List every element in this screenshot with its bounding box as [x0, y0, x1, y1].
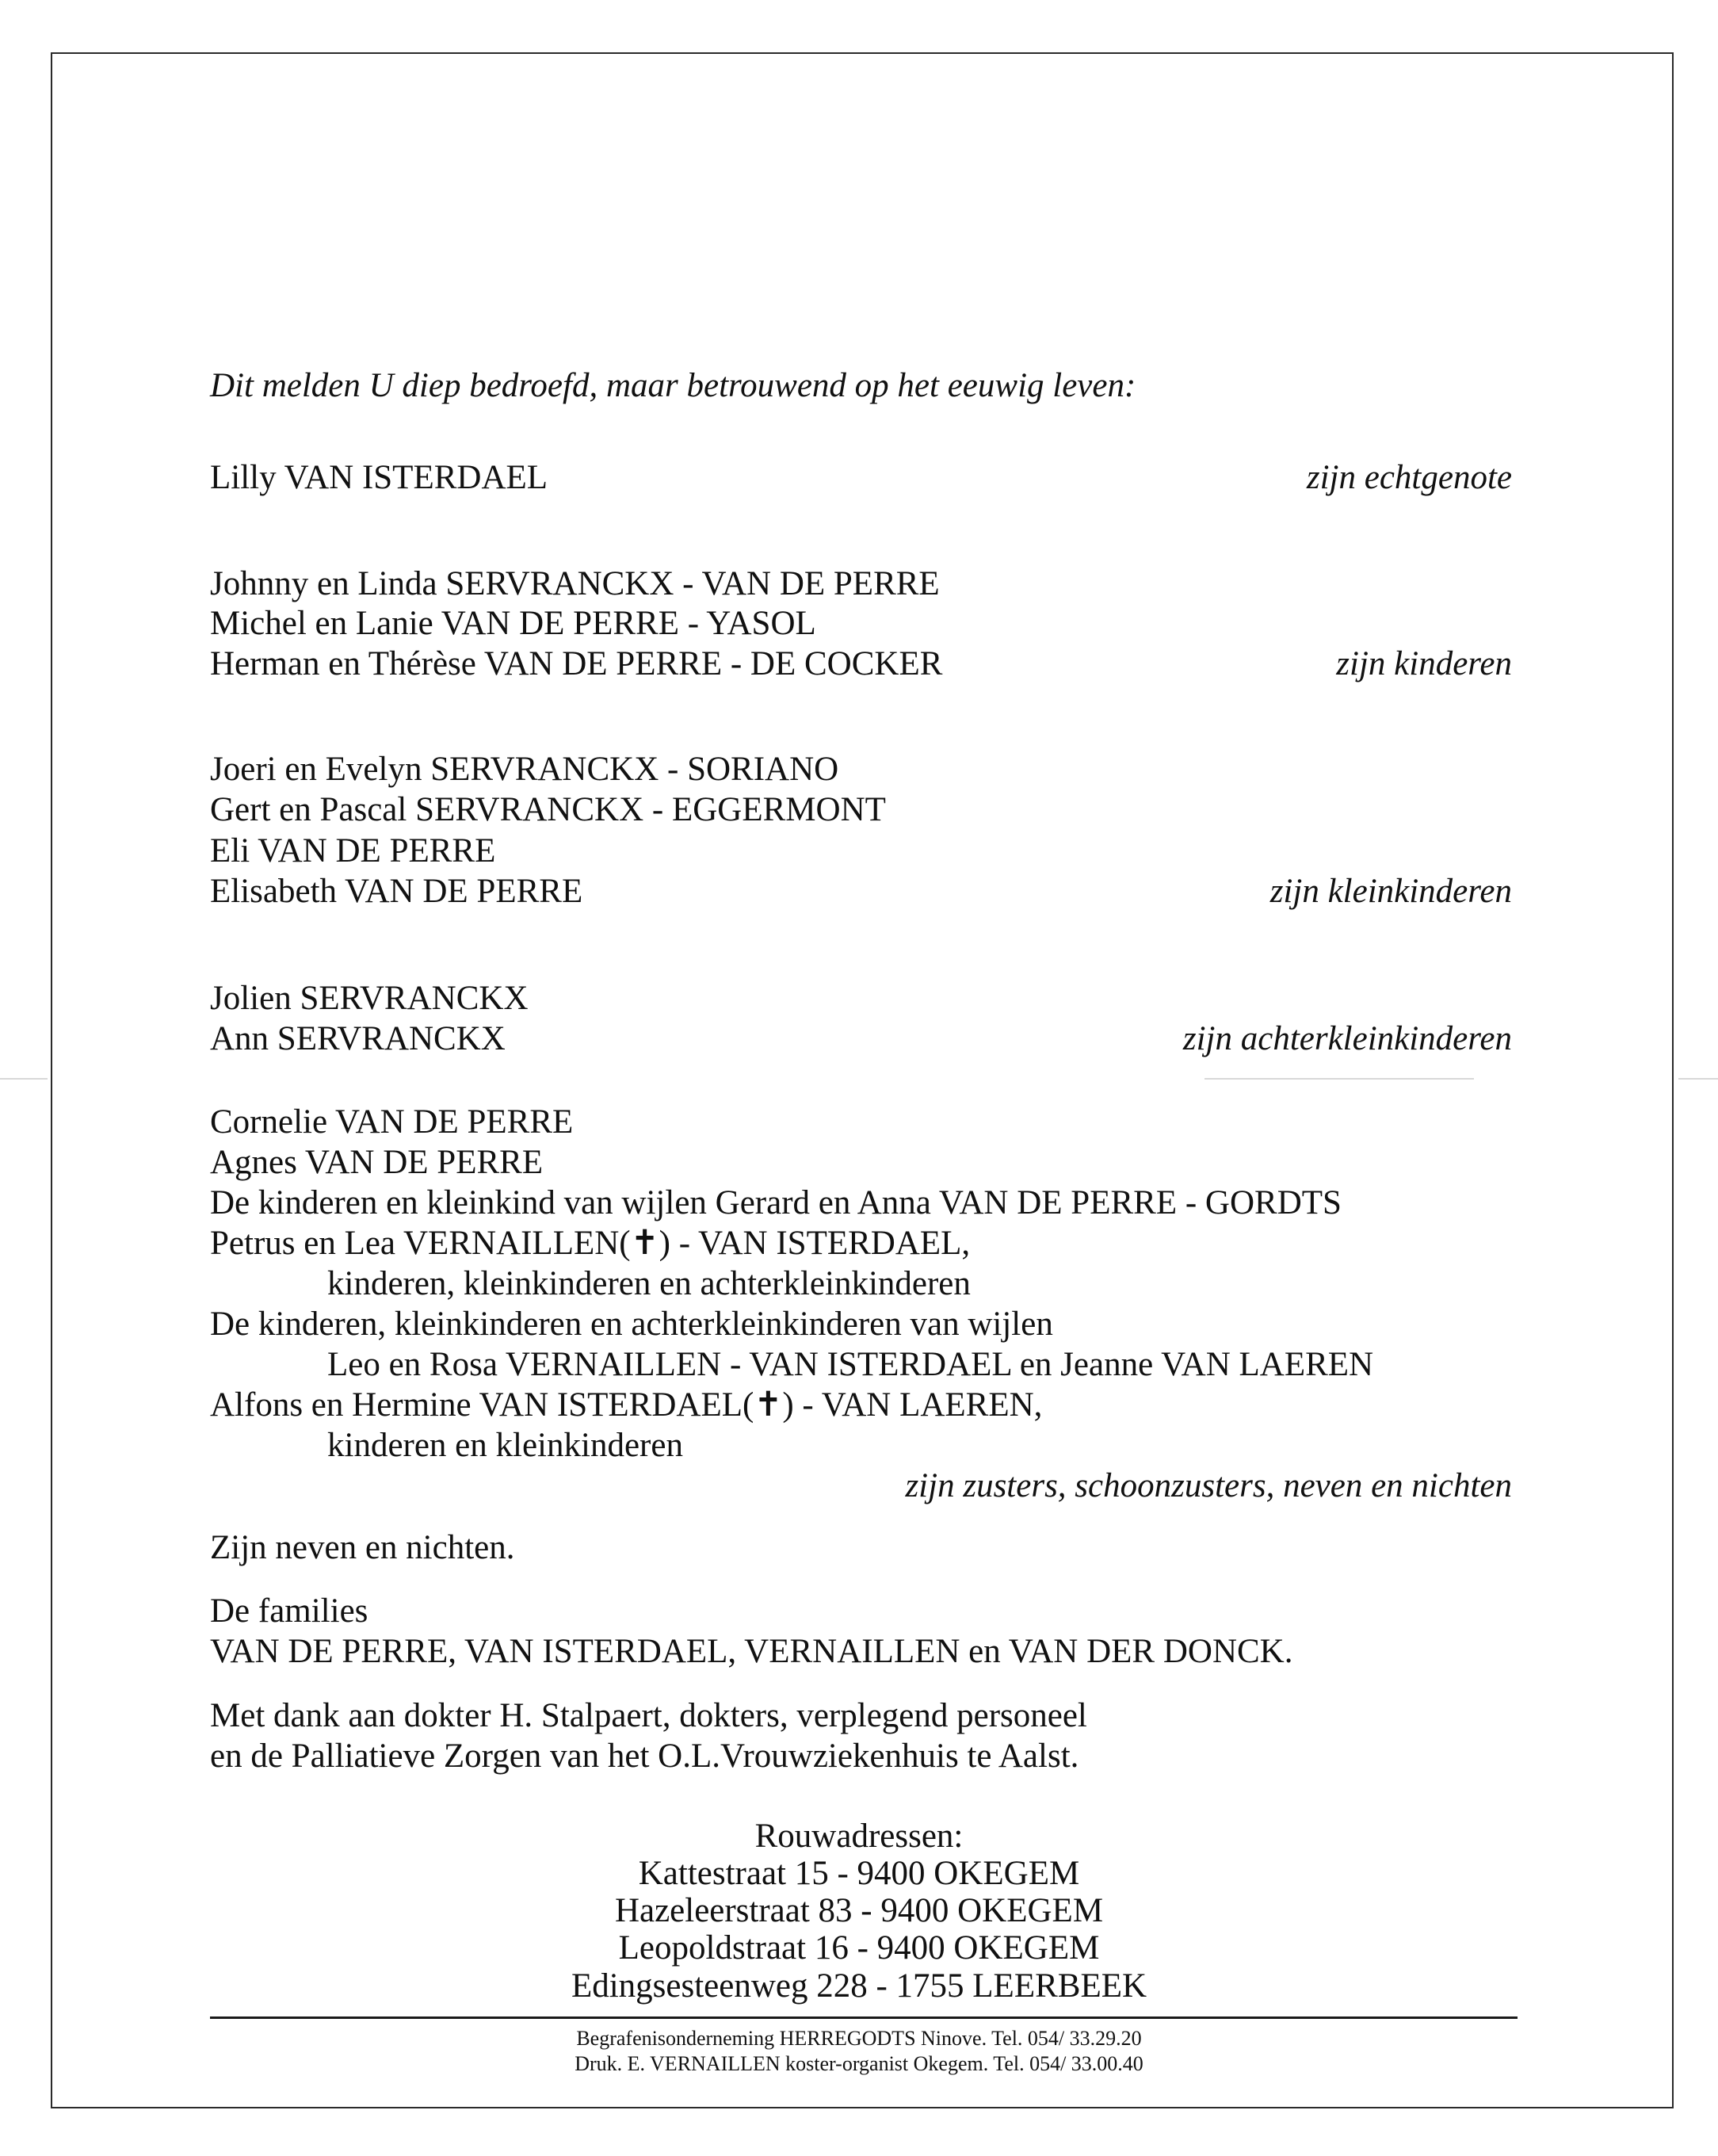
address-line: Edingsesteenweg 228 - 1755 LEERBEEK — [571, 1967, 1147, 2005]
great-grandchild-name: Ann SERVRANCKX — [210, 1020, 506, 1057]
intro-line: Dit melden U diep bedroefd, maar betrouwend op het eeuwig leven: — [210, 367, 1136, 404]
sibling-line-indented: Leo en Rosa VERNAILLEN - VAN ISTERDAEL en Jeanne VAN LAEREN — [327, 1346, 1374, 1383]
grandchild-name: Eli VAN DE PERRE — [210, 832, 496, 870]
fold-mark-center — [1205, 1078, 1474, 1080]
sibling-line-indented: kinderen en kleinkinderen — [327, 1427, 683, 1464]
sibling-line: Alfons en Hermine VAN ISTERDAEL(✝) - VAN LAEREN, — [210, 1386, 1043, 1424]
sibling-line: Agnes VAN DE PERRE — [210, 1144, 544, 1181]
spouse-role: zijn echtgenote — [1306, 459, 1512, 496]
child-name: Herman en Thérèse VAN DE PERRE - DE COCKER — [210, 645, 943, 682]
thanks-line: en de Palliatieve Zorgen van het O.L.Vrouwziekenhuis te Aalst. — [210, 1737, 1079, 1775]
address-line: Leopoldstraat 16 - 9400 OKEGEM — [618, 1929, 1100, 1967]
children-role: zijn kinderen — [1336, 645, 1512, 682]
cousins-line: Zijn neven en nichten. — [210, 1529, 515, 1566]
grandchild-name: Joeri en Evelyn SERVRANCKX - SORIANO — [210, 751, 839, 788]
thanks-line: Met dank aan dokter H. Stalpaert, dokters, verplegend personeel — [210, 1697, 1087, 1734]
families-names: VAN DE PERRE, VAN ISTERDAEL, VERNAILLEN en VAN DER DONCK. — [210, 1633, 1293, 1670]
grandchild-name: Gert en Pascal SERVRANCKX - EGGERMONT — [210, 791, 886, 828]
siblings-role: zijn zusters, schoonzusters, neven en nichten — [905, 1467, 1512, 1504]
great-grandchild-name: Jolien SERVRANCKX — [210, 980, 529, 1017]
sibling-line: De kinderen en kleinkind van wijlen Gerard en Anna VAN DE PERRE - GORDTS — [210, 1184, 1342, 1221]
card-border — [51, 52, 1674, 2108]
child-name: Michel en Lanie VAN DE PERRE - YASOL — [210, 605, 816, 642]
families-label: De families — [210, 1592, 368, 1630]
grandchildren-role: zijn kleinkinderen — [1269, 873, 1512, 910]
address-line: Kattestraat 15 - 9400 OKEGEM — [638, 1855, 1080, 1892]
spouse-name: Lilly VAN ISTERDAEL — [210, 459, 548, 496]
footer-divider — [210, 2016, 1518, 2019]
grandchild-name: Elisabeth VAN DE PERRE — [210, 873, 583, 910]
addresses-title: Rouwadressen: — [754, 1818, 964, 1855]
fold-mark-left — [0, 1078, 48, 1080]
great-grandchildren-role: zijn achterkleinkinderen — [1182, 1020, 1512, 1057]
sibling-line-indented: kinderen, kleinkinderen en achterkleinkinderen — [327, 1265, 971, 1302]
child-name: Johnny en Linda SERVRANCKX - VAN DE PERRE — [210, 565, 940, 602]
sibling-line: Cornelie VAN DE PERRE — [210, 1103, 574, 1141]
fold-mark-right — [1678, 1078, 1718, 1080]
sibling-line: De kinderen, kleinkinderen en achterkleinkinderen van wijlen — [210, 1305, 1053, 1343]
footer-line: Druk. E. VERNAILLEN koster-organist Okegem. Tel. 054/ 33.00.40 — [575, 2052, 1143, 2075]
footer-line: Begrafenisonderneming HERREGODTS Ninove. Tel. 054/ 33.29.20 — [576, 2027, 1142, 2050]
sibling-line: Petrus en Lea VERNAILLEN(✝) - VAN ISTERDAEL, — [210, 1225, 971, 1262]
address-line: Hazeleerstraat 83 - 9400 OKEGEM — [614, 1892, 1104, 1929]
